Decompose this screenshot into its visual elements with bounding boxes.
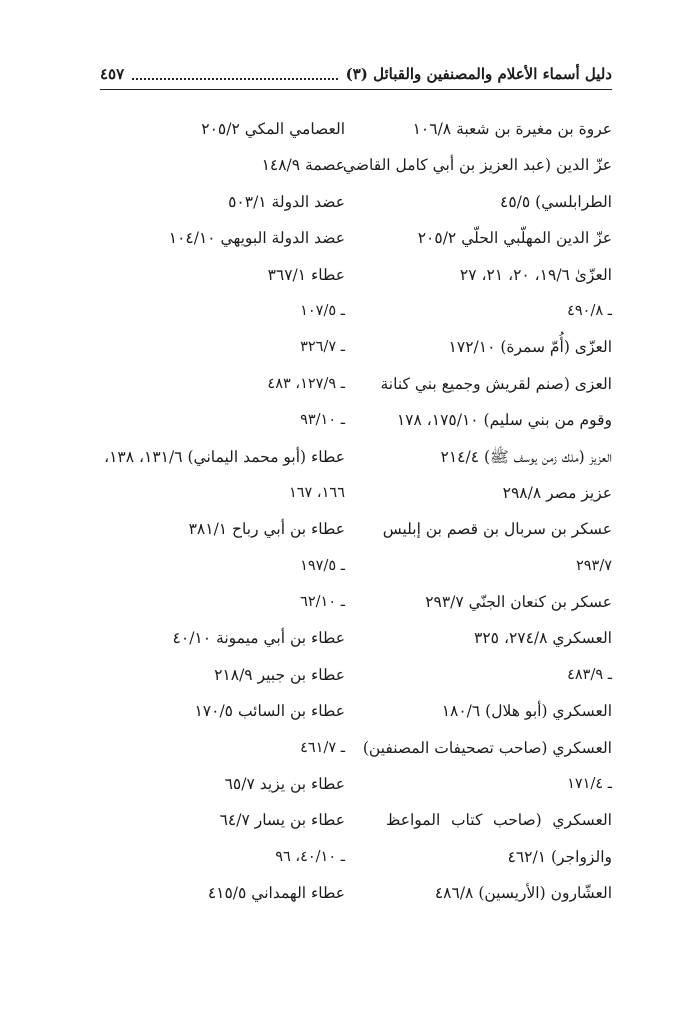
index-entry: عسكر بن كنعان الجنّي ٢٩٣/٧ [425,593,612,612]
index-entry: ٢٩٣/٧ [575,557,612,574]
page-number: ٤٥٧ [100,65,125,83]
index-entry: ـ ١٠٧/٥ [300,302,345,319]
index-entry: العزيز (ملك زمن يوسف ﷺ) ٢١٤/٤ [440,447,612,466]
index-entry: ـ ٤٦١/٧ [300,739,345,756]
index-entry: عطاء بن أبي رباح ٣٨١/١ [188,520,345,539]
index-entry: العسكري (صاحب تصحيفات المصنفين) [362,738,612,757]
index-entry: ـ ٦٢/١٠ [300,594,345,611]
index-entry: عصمة ١٤٨/٩ [261,156,345,175]
dot-leader [132,68,337,80]
index-entry: العزى (صنم لقريش وجميع بني كنانة [380,374,612,393]
index-entry: عزيز مصر ٢٩٨/٨ [502,483,612,502]
index-entry: الطرابلسي) ٤٥/٥ [500,192,612,211]
index-entry: ـ ٣٢٦/٧ [300,339,345,356]
index-entry: عزّ الدين (عبد العزيز بن أبي كامل القاضي [342,156,612,175]
running-header [100,62,612,86]
index-entry: عسكر بن سربال بن قصم بن إبليس [382,520,612,539]
index-entry: ـ ١٩٧/٥ [300,557,345,574]
index-entry: عزّ الدين المهلّبي الحلّي ٢٠٥/٢ [417,229,612,248]
index-entry: ١٦٦، ١٦٧ [288,484,345,501]
index-entry: ـ ١٢٧/٩، ٤٨٣ [267,375,345,392]
index-entry: ـ ٩٣/١٠ [300,412,345,429]
index-entry: عطاء الهمداني ٤١٥/٥ [207,884,345,903]
index-entry: عضد الدولة البويهي ١٠٤/١٠ [168,229,345,248]
index-entry: العصامي المكي ٢٠٥/٢ [201,120,345,138]
index-entry: عضد الدولة ٥٠٣/١ [228,192,345,211]
index-entry: العسكري (صاحب كتاب المواعظ [386,811,612,830]
index-entry: والزواجر) ٤٦٢/١ [507,847,612,866]
index-entry: ـ ١٧١/٤ [567,776,612,793]
index-entry: العشّارون (الأريسين) ٤٨٦/٨ [434,884,612,903]
index-entry: ـ ٤٨٣/٩ [567,666,612,683]
index-entry: عطاء بن السائب ١٧٠/٥ [194,702,345,721]
index-entry: ـ ٤٠/١٠، ٩٦ [275,848,345,865]
index-entry: العزّىٰ ١٩/٦، ٢٠، ٢١، ٢٧ [459,265,612,284]
index-entry: وقوم من بني سليم) ١٧٥/١٠، ١٧٨ [396,411,612,430]
index-entry: ـ ٤٩٠/٨ [567,302,612,319]
index-entry: العزّى (أُمّ سمرة) ١٧٢/١٠ [448,338,612,357]
index-entry: عطاء بن أبي ميمونة ٤٠/١٠ [172,629,345,648]
index-column-left [104,112,345,913]
index-entry: عطاء بن يسار ٦٤/٧ [219,811,345,830]
index-entry: العسكري ٢٧٤/٨، ٣٢٥ [474,629,612,648]
header-rule [100,89,612,90]
index-entry: عطاء ٣٦٧/١ [267,265,345,284]
index-column-right [342,112,612,913]
index-entry: عطاء بن يزيد ٦٥/٧ [224,775,345,794]
index-entry: عطاء (أبو محمد اليماني) ١٣١/٦، ١٣٨، [104,447,345,466]
index-entry: عروة بن مغيرة بن شعبة ١٠٦/٨ [412,120,612,138]
header-title: دليل أسماء الأعلام والمصنفين والقبائل (٣) [345,65,612,83]
index-entry: العسكري (أبو هلال) ١٨٠/٦ [441,702,612,721]
index-entry: عطاء بن جبير ٢١٨/٩ [214,665,345,684]
